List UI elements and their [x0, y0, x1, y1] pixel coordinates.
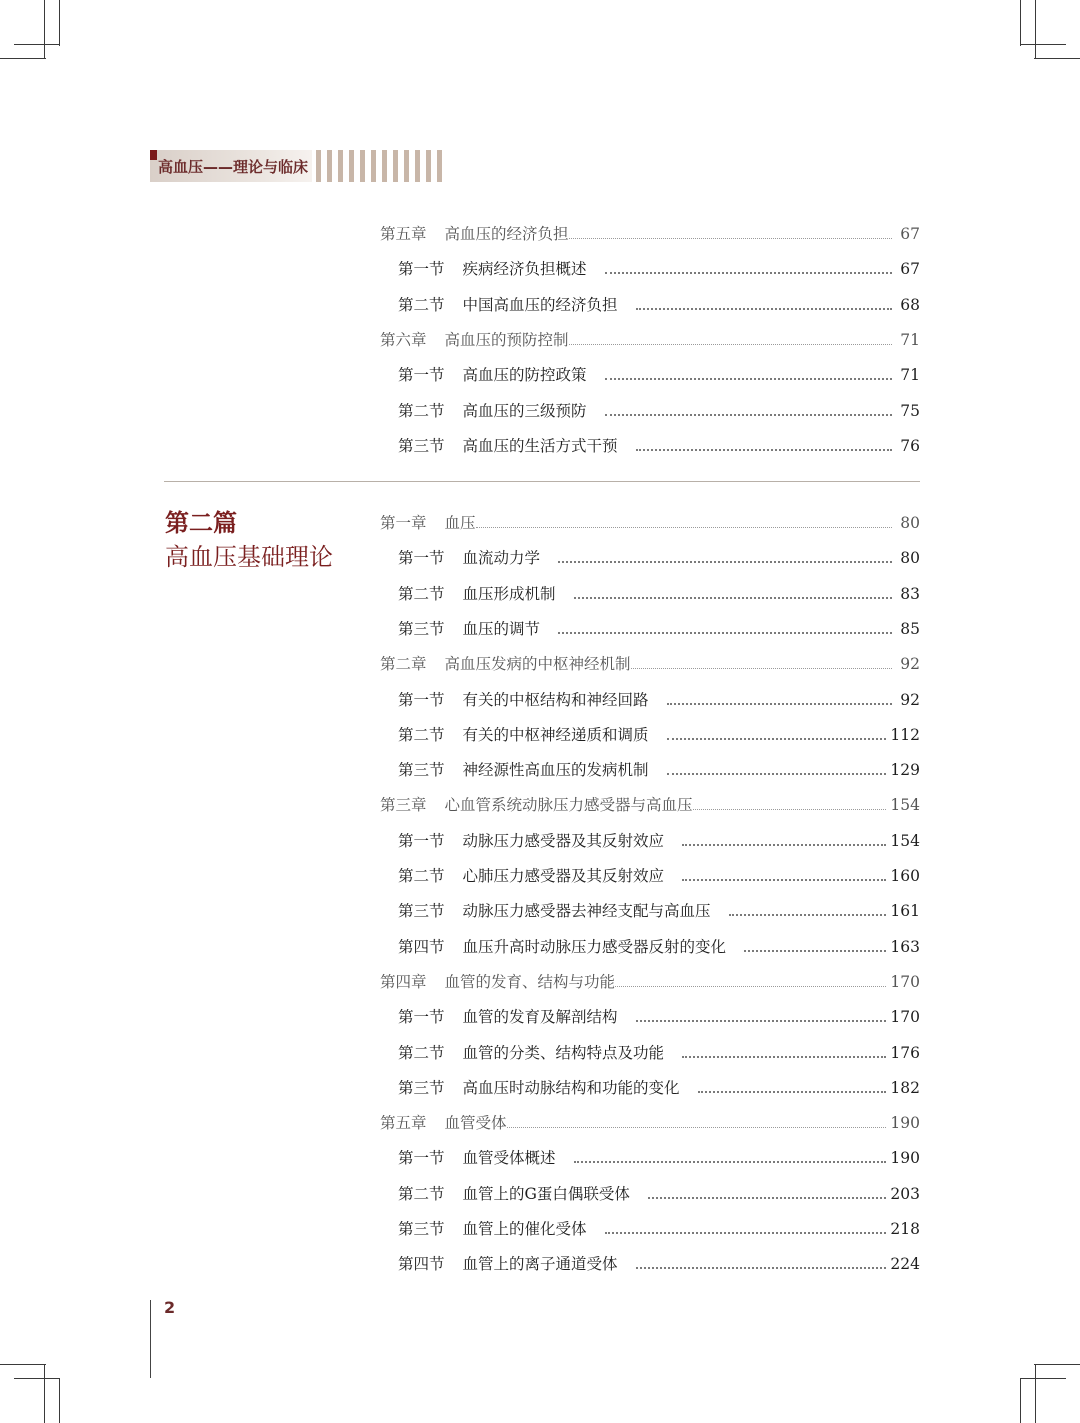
crop-mark: [14, 44, 60, 45]
entry-page: 154: [890, 831, 920, 850]
entry-title: 血压形成机制: [462, 584, 556, 603]
running-header: [150, 150, 410, 182]
toc-section-entry: [398, 862, 920, 886]
toc-section-entry: [398, 933, 920, 957]
entry-title: 高血压的经济负担: [444, 225, 569, 243]
toc-chapter-entry: [380, 509, 920, 533]
entry-number: 第一节: [398, 366, 445, 385]
entry-number: 第六章: [380, 330, 427, 349]
entry-page: 161: [890, 902, 920, 921]
entry-page: 83: [900, 584, 920, 603]
crop-mark: [59, 0, 60, 46]
dot-leader: [558, 632, 892, 634]
entry-page: 80: [900, 514, 920, 532]
entry-title: 中国高血压的经济负担: [462, 295, 618, 314]
entry-number: 第一节: [398, 690, 445, 709]
toc-section-entry: [398, 686, 920, 710]
entry-title: 血管的发育、结构与功能: [444, 972, 616, 991]
entry-page: 112: [890, 725, 920, 744]
toc-section-entry: [398, 1180, 920, 1204]
part-title: 高血压基础理论: [165, 543, 333, 571]
dot-leader: [698, 1091, 887, 1093]
entry-number: 第三节: [398, 436, 445, 455]
toc-section-entry: [398, 721, 920, 745]
toc-chapter-entry: [380, 1109, 920, 1133]
entry-page: 218: [890, 1220, 920, 1238]
entry-title: 血压: [444, 514, 476, 532]
dot-leader: [605, 272, 892, 274]
entry-page: 163: [890, 937, 920, 956]
toc-section-entry: [398, 756, 920, 780]
crop-mark: [0, 1364, 46, 1365]
toc-section-entry: [398, 1074, 920, 1098]
folio-rule: [150, 1300, 151, 1378]
dot-leader: [667, 773, 887, 775]
entry-number: 第二节: [398, 725, 445, 744]
entry-title: 有关的中枢神经递质和调质: [462, 725, 649, 744]
crop-mark: [1035, 1364, 1036, 1423]
dot-leader: [636, 308, 892, 310]
toc-chapter-entry: [380, 968, 920, 992]
dot-leader: [574, 1161, 887, 1163]
dot-leader: [507, 1127, 887, 1128]
crop-mark: [44, 1364, 45, 1423]
dot-leader: [667, 738, 887, 740]
toc-section-entry: [398, 544, 920, 568]
toc-section-entry: [398, 1215, 920, 1239]
toc-section-entry: [398, 1144, 920, 1168]
entry-number: 第五章: [380, 225, 427, 243]
entry-number: 第五章: [380, 1114, 427, 1133]
entry-title: 高血压的防控政策: [462, 366, 587, 385]
entry-number: 第二节: [398, 1184, 445, 1203]
part-label: 第二篇: [165, 509, 237, 537]
entry-page: 203: [890, 1184, 920, 1203]
toc-chapter-entry: [380, 791, 920, 815]
dot-leader: [569, 238, 892, 239]
dot-leader: [636, 1020, 887, 1022]
dot-leader: [615, 986, 886, 987]
entry-title: 高血压发病的中枢神经机制: [444, 655, 631, 674]
toc-section-entry: [398, 615, 920, 639]
entry-page: 76: [900, 436, 920, 455]
dot-leader: [682, 879, 886, 881]
toc-section-entry: [398, 897, 920, 921]
entry-page: 75: [900, 401, 920, 420]
dot-leader: [636, 449, 892, 451]
toc-section-entry: [398, 361, 920, 385]
entry-number: 第四节: [398, 1255, 445, 1274]
entry-page: 170: [890, 1008, 920, 1027]
entry-number: 第一节: [398, 260, 445, 279]
entry-page: 67: [900, 260, 920, 279]
dot-leader: [744, 950, 886, 952]
entry-page: 67: [900, 225, 920, 243]
crop-mark: [1020, 0, 1021, 46]
entry-title: 血管受体: [444, 1114, 507, 1133]
toc-chapter-entry: [380, 326, 920, 350]
book-title: 高血压——理论与临床: [158, 158, 309, 176]
entry-number: 第一节: [398, 831, 445, 850]
toc-chapter-entry: [380, 220, 920, 244]
entry-number: 第三节: [398, 902, 445, 921]
dot-leader: [558, 561, 892, 563]
dot-leader: [476, 527, 892, 528]
entry-page: 154: [890, 796, 920, 815]
entry-number: 第一节: [398, 1008, 445, 1027]
entry-number: 第三章: [380, 796, 427, 815]
entry-title: 血管的分类、结构特点及功能: [462, 1043, 665, 1062]
entry-page: 182: [890, 1078, 920, 1097]
entry-number: 第一章: [380, 514, 427, 532]
entry-page: 71: [900, 366, 920, 385]
page-number: 2: [164, 1298, 176, 1317]
crop-mark: [0, 58, 46, 59]
entry-title: 血管的发育及解剖结构: [462, 1008, 618, 1027]
entry-number: 第三节: [398, 1078, 445, 1097]
crop-mark: [1034, 58, 1080, 59]
toc-section-entry: [398, 1250, 920, 1274]
divider: [164, 481, 920, 482]
entry-title: 心肺压力感受器及其反射效应: [462, 867, 665, 885]
entry-number: 第三节: [398, 761, 445, 780]
toc-section-entry: [398, 397, 920, 421]
crop-mark: [1020, 44, 1066, 45]
entry-page: 92: [900, 690, 920, 709]
dot-leader: [631, 668, 892, 669]
entry-title: 有关的中枢结构和神经回路: [462, 690, 649, 709]
toc-section-entry: [398, 255, 920, 279]
entry-number: 第二节: [398, 401, 445, 420]
toc-section-entry: [398, 827, 920, 851]
crop-mark: [1020, 1378, 1021, 1423]
entry-number: 第二节: [398, 867, 445, 885]
header-bars: [316, 150, 442, 182]
dot-leader: [605, 378, 892, 380]
dot-leader: [693, 809, 887, 810]
entry-title: 心血管系统动脉压力感受器与高血压: [444, 796, 693, 815]
crop-mark: [1020, 1378, 1066, 1379]
dot-leader: [648, 1197, 887, 1199]
entry-number: 第三节: [398, 1220, 445, 1238]
crop-mark: [1035, 0, 1036, 58]
entry-title: 高血压时动脉结构和功能的变化: [462, 1078, 680, 1097]
crop-mark: [14, 1378, 60, 1379]
entry-title: 动脉压力感受器及其反射效应: [462, 831, 665, 850]
toc-section-entry: [398, 1003, 920, 1027]
header-accent: [150, 150, 157, 160]
entry-page: 190: [890, 1114, 920, 1133]
entry-page: 190: [890, 1149, 920, 1168]
toc-chapter-entry: [380, 650, 920, 674]
crop-mark: [44, 0, 45, 58]
entry-number: 第三节: [398, 619, 445, 638]
dot-leader: [574, 597, 892, 599]
entry-title: 血管上的离子通道受体: [462, 1255, 618, 1274]
entry-title: 血管受体概述: [462, 1149, 556, 1168]
entry-page: 224: [890, 1255, 920, 1274]
entry-number: 第四节: [398, 937, 445, 956]
entry-page: 129: [890, 761, 920, 780]
dot-leader: [682, 1056, 886, 1058]
entry-title: 血流动力学: [462, 549, 541, 568]
entry-number: 第二节: [398, 1043, 445, 1062]
entry-page: 71: [900, 330, 920, 349]
entry-title: 疾病经济负担概述: [462, 260, 587, 279]
part-heading: [165, 508, 333, 574]
crop-mark: [1034, 1364, 1080, 1365]
entry-page: 160: [890, 867, 920, 885]
toc-section-entry: [398, 432, 920, 456]
entry-title: 血压的调节: [462, 619, 541, 638]
entry-title: 高血压的生活方式干预: [462, 436, 618, 455]
entry-page: 92: [900, 655, 920, 674]
entry-page: 80: [900, 549, 920, 568]
dot-leader: [682, 844, 886, 846]
entry-page: 170: [890, 972, 920, 991]
dot-leader: [605, 414, 892, 416]
dot-leader: [729, 914, 887, 916]
entry-title: 血管上的G蛋白偶联受体: [462, 1184, 630, 1203]
entry-title: 血管上的催化受体: [462, 1220, 587, 1238]
dot-leader: [569, 344, 892, 345]
dot-leader: [636, 1267, 887, 1269]
entry-page: 68: [900, 295, 920, 314]
crop-mark: [59, 1378, 60, 1423]
entry-title: 高血压的三级预防: [462, 401, 587, 420]
entry-number: 第二章: [380, 655, 427, 674]
entry-title: 动脉压力感受器去神经支配与高血压: [462, 902, 711, 921]
entry-title: 高血压的预防控制: [444, 330, 569, 349]
toc-section-entry: [398, 291, 920, 315]
dot-leader: [605, 1232, 887, 1234]
entry-title: 神经源性高血压的发病机制: [462, 761, 649, 780]
entry-page: 85: [900, 619, 920, 638]
entry-number: 第四章: [380, 972, 427, 991]
entry-title: 血压升高时动脉压力感受器反射的变化: [462, 937, 727, 956]
entry-number: 第一节: [398, 549, 445, 568]
entry-number: 第二节: [398, 295, 445, 314]
entry-number: 第二节: [398, 584, 445, 603]
entry-page: 176: [890, 1043, 920, 1062]
toc-section-entry: [398, 580, 920, 604]
dot-leader: [667, 703, 892, 705]
entry-number: 第一节: [398, 1149, 445, 1168]
toc-section-entry: [398, 1039, 920, 1063]
